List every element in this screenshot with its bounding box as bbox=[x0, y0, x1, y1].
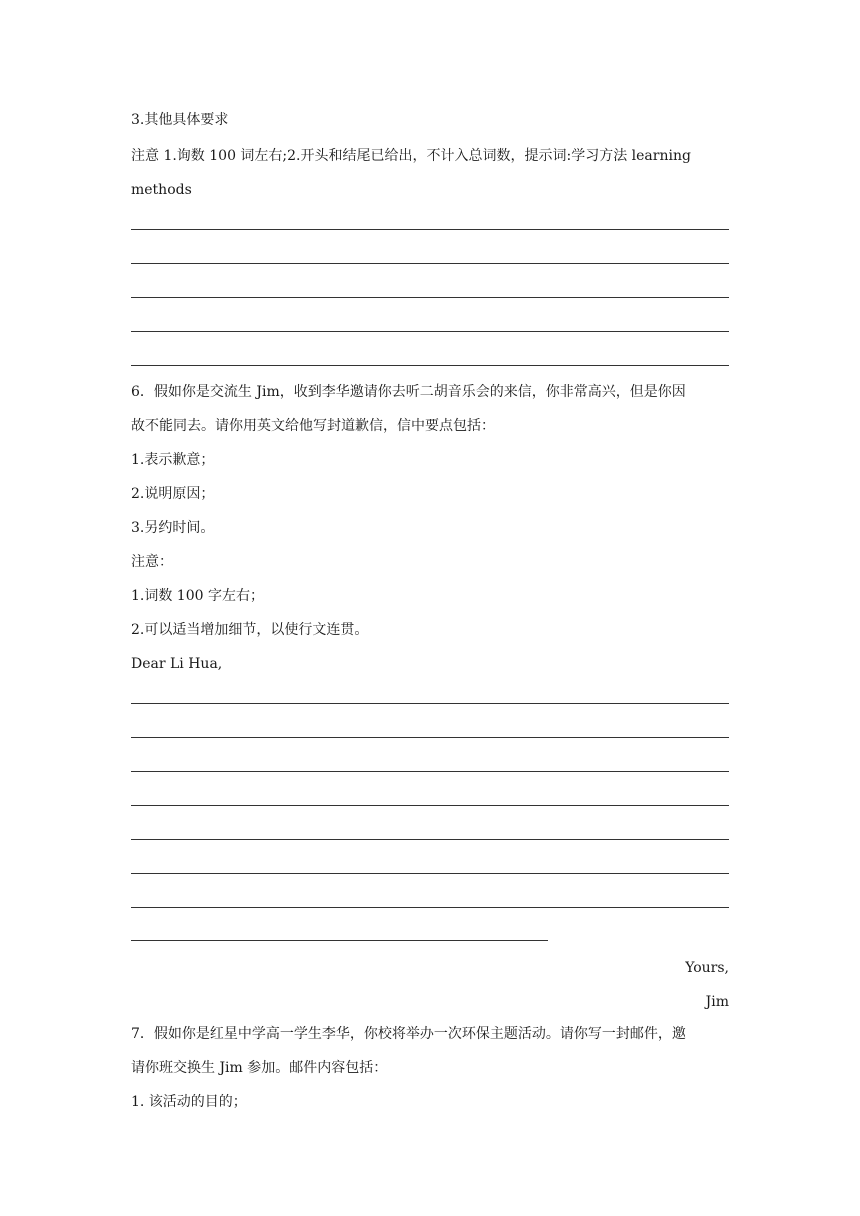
q6-point-3: 3.另约时间。 bbox=[131, 520, 215, 536]
q6-note-label: 注意： bbox=[131, 554, 173, 570]
note-line-2: methods bbox=[131, 182, 192, 198]
q6-point-1: 1.表示歉意； bbox=[131, 452, 215, 468]
writing-line[interactable] bbox=[131, 229, 729, 230]
writing-line[interactable] bbox=[131, 907, 729, 908]
writing-line[interactable] bbox=[131, 297, 729, 298]
writing-line-short[interactable] bbox=[131, 940, 548, 941]
writing-line[interactable] bbox=[131, 873, 729, 874]
q6-note-1: 1.词数 100 字左右； bbox=[131, 588, 264, 604]
writing-line[interactable] bbox=[131, 839, 729, 840]
q7-prompt-line-2: 请你班交换生 Jim 参加。邮件内容包括： bbox=[131, 1060, 388, 1076]
writing-line[interactable] bbox=[131, 365, 729, 366]
q6-point-2: 2.说明原因； bbox=[131, 486, 215, 502]
q6-closing: Yours, bbox=[685, 960, 729, 976]
q6-note-2: 2.可以适当增加细节，以使行文连贯。 bbox=[131, 622, 369, 638]
q6-prompt-line-1: 6．假如你是交流生 Jim，收到李华邀请你去听二胡音乐会的来信，你非常高兴，但是你因 bbox=[131, 384, 686, 400]
q7-point-1: 1. 该活动的目的； bbox=[131, 1094, 247, 1110]
writing-line[interactable] bbox=[131, 771, 729, 772]
writing-line[interactable] bbox=[131, 737, 729, 738]
note-line-1: 注意 1.询数 100 词左右;2.开头和结尾已给出，不计入总词数，提示词:学习方法 learning bbox=[131, 148, 691, 164]
q7-prompt-line-1: 7．假如你是红星中学高一学生李华，你校将举办一次环保主题活动。请你写一封邮件，邀 bbox=[131, 1026, 686, 1042]
q6-signature: Jim bbox=[705, 994, 729, 1010]
writing-line[interactable] bbox=[131, 805, 729, 806]
q6-prompt-line-2: 故不能同去。请你用英文给他写封道歉信，信中要点包括： bbox=[131, 418, 495, 434]
requirement-item-3: 3.其他具体要求 bbox=[131, 112, 229, 128]
writing-line[interactable] bbox=[131, 331, 729, 332]
writing-line[interactable] bbox=[131, 263, 729, 264]
q6-salutation: Dear Li Hua, bbox=[131, 656, 223, 672]
writing-line[interactable] bbox=[131, 703, 729, 704]
